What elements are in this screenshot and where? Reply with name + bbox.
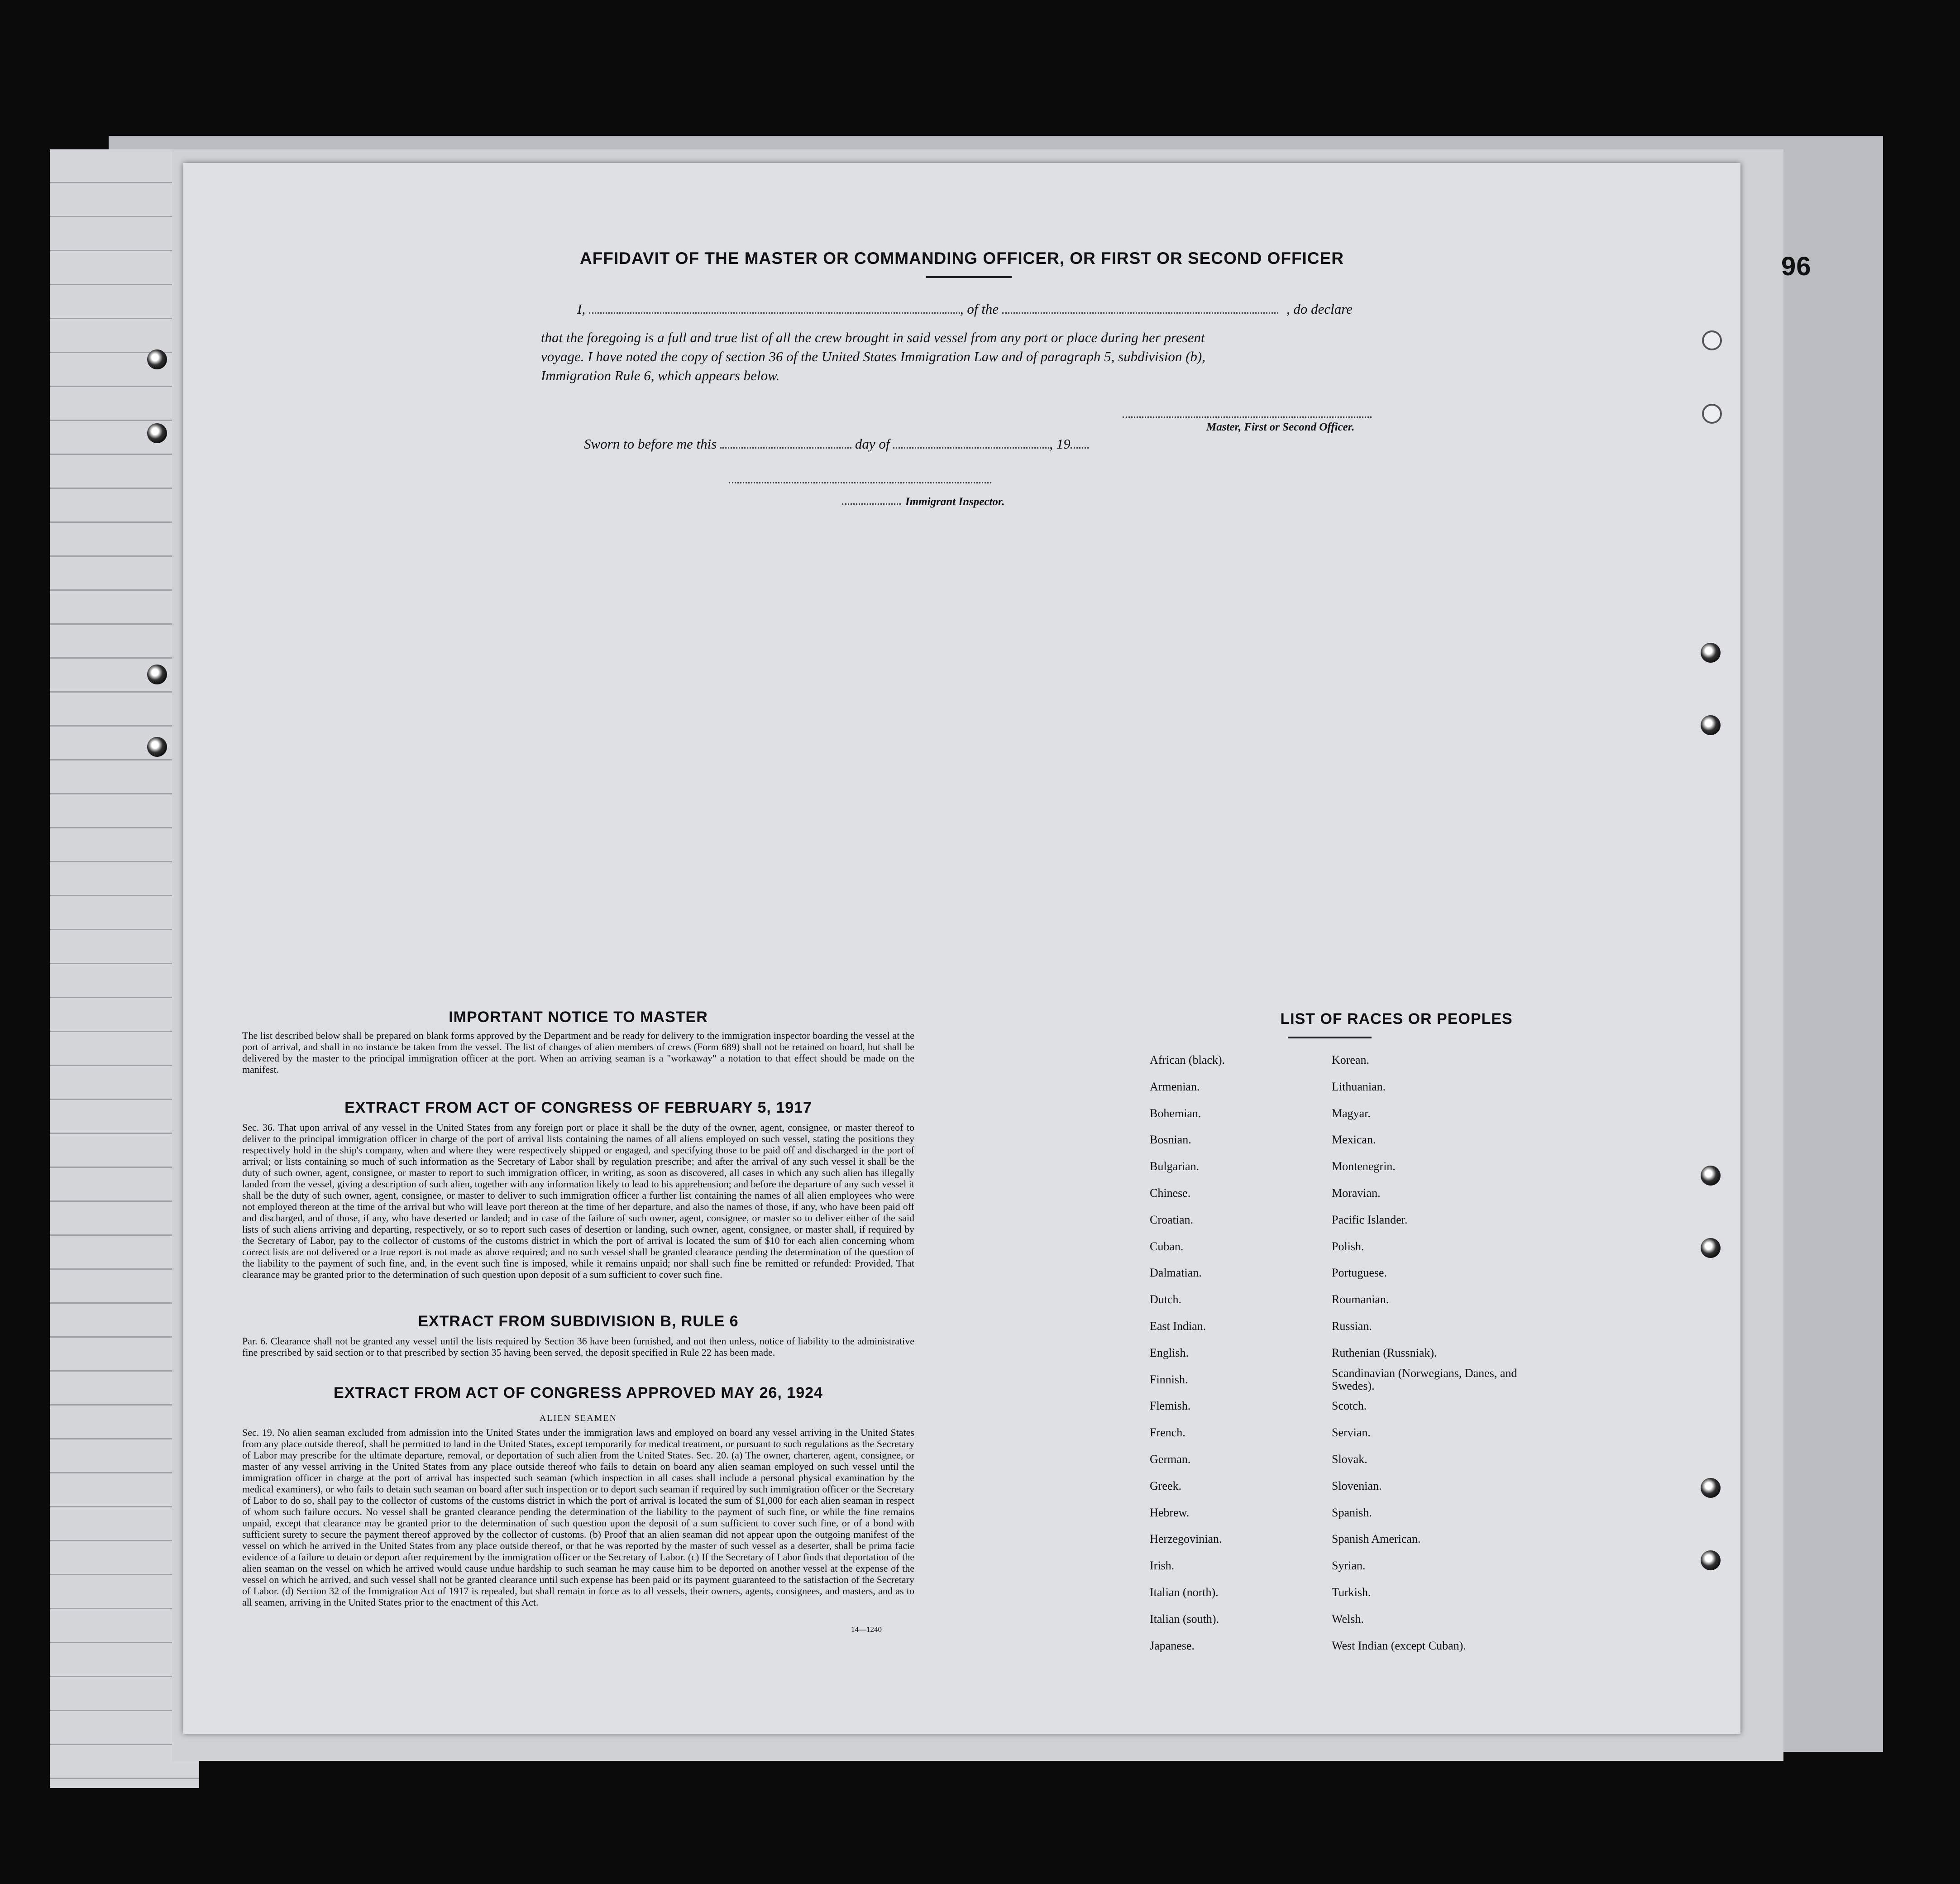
race-item: Hebrew. bbox=[1150, 1506, 1190, 1519]
race-item: Mexican. bbox=[1332, 1133, 1376, 1147]
race-item: Chinese. bbox=[1150, 1186, 1191, 1200]
race-item: East Indian. bbox=[1150, 1320, 1206, 1333]
punch-hole bbox=[147, 737, 167, 757]
punch-hole bbox=[1701, 643, 1721, 663]
race-item: Italian (north). bbox=[1150, 1586, 1219, 1599]
sworn-label: Sworn to before me this bbox=[584, 436, 717, 452]
title-rule bbox=[926, 276, 1012, 278]
race-item: Pacific Islander. bbox=[1332, 1213, 1408, 1226]
race-item: Bohemian. bbox=[1150, 1106, 1201, 1120]
race-item: Magyar. bbox=[1332, 1106, 1371, 1120]
affidavit-line-2: voyage. I have noted the copy of section 36 of the United States Immigration Law and of paragraph 5, subdivision (b), bbox=[541, 349, 1205, 364]
sworn-line bbox=[584, 436, 1089, 452]
sworn-day-field[interactable] bbox=[720, 447, 851, 449]
race-item: Russian. bbox=[1332, 1320, 1372, 1333]
race-item: Korean. bbox=[1332, 1053, 1370, 1066]
form-number: 14—1240 bbox=[851, 1625, 882, 1634]
master-signature-label: Master, First or Second Officer. bbox=[1206, 421, 1355, 433]
race-item: Servian. bbox=[1332, 1426, 1371, 1439]
races-title: LIST OF RACES OR PEOPLES bbox=[1280, 1010, 1513, 1028]
name-field[interactable] bbox=[589, 312, 960, 314]
race-item: Herzegovinian. bbox=[1150, 1532, 1222, 1546]
race-item: Japanese. bbox=[1150, 1639, 1195, 1652]
race-item: Lithuanian. bbox=[1332, 1080, 1386, 1093]
race-item: Croatian. bbox=[1150, 1213, 1194, 1226]
race-item: Portuguese. bbox=[1332, 1266, 1387, 1280]
extract-1917-title: EXTRACT FROM ACT OF CONGRESS OF FEBRUARY 5, 1917 bbox=[344, 1099, 812, 1116]
race-item: Polish. bbox=[1332, 1239, 1364, 1253]
race-item: West Indian (except Cuban). bbox=[1332, 1639, 1466, 1652]
punch-hole bbox=[1701, 715, 1721, 735]
race-item: Finnish. bbox=[1150, 1372, 1188, 1386]
race-item: Bosnian. bbox=[1150, 1133, 1191, 1147]
race-item: Turkish. bbox=[1332, 1586, 1371, 1599]
race-item: African (black). bbox=[1150, 1053, 1225, 1066]
race-item: Ruthenian (Russniak). bbox=[1332, 1346, 1437, 1359]
races-title-rule bbox=[1288, 1037, 1372, 1038]
race-item: Scotch. bbox=[1332, 1399, 1367, 1413]
day-of-label: day of bbox=[855, 436, 890, 452]
vessel-field[interactable] bbox=[1002, 312, 1278, 314]
race-item: Flemish. bbox=[1150, 1399, 1191, 1413]
inspector-dash bbox=[842, 503, 901, 505]
punch-hole bbox=[1701, 1478, 1721, 1498]
race-item: Roumanian. bbox=[1332, 1293, 1389, 1306]
sworn-month-field[interactable] bbox=[893, 447, 1049, 449]
inspector-signature-line[interactable] bbox=[729, 482, 991, 483]
punch-hole bbox=[147, 423, 167, 443]
extract-1924-body: Sec. 19. No alien seaman excluded from admission into the United States under the immigration laws and employed on board any vessel arriving in the United States from any place outside thereof, shall be permitted to land in the United States, except temporarily for medical treatment, or pursuant to such regulations as the Secretary of Labor may prescribe for the ultimate departure, removal, or deportation of such alien from the United States. Sec. 20. (a) The owner, charterer, agent, consignee, or master of any vessel arriving in the United States from any place outside thereof who fails to detain on board any alien seaman employed on such vessel until the immigration officer in charge at the port of arrival has inspected such seaman (which inspection in all cases shall include a personal physical examination by the medical examiners), or who fails to detain such seaman on board after such inspection or to deport such seaman if required by such immigration officer or the Secretary of Labor to do so, shall pay to the collector of customs of the customs district in which the port of arrival is located the sum of $1,000 for each alien seaman in respect of whom such failure occurs. No vessel shall be granted clearance pending the determination of the liability to the payment of such fine, or while the fine remains unpaid, except that clearance may be granted prior to the determination of such question upon the deposit of a sum sufficient to cover such fine, or of a bond with sufficient surety to secure the payment thereof approved by the collector of customs. (b) Proof that an alien seaman did not appear upon the outgoing manifest of the vessel on which he arrived in the United States from any place outside thereof, or that he was reported by the master of such vessel as a deserter, shall be prima facie evidence of a failure to detain or deport after requirement by the immigration officer or the Secretary of Labor. (c) If the Secretary of Labor finds that deportation of the alien seaman on the vessel on which he arrived would cause undue hardship to such seaman he may cause him to be deported on another vessel at the expense of the vessel on which he arrived, and such vessel shall not be granted clearance until such expense has been paid or its payment guaranteed to the satisfaction of the Secretary of Labor. (d) Section 32 of the Immigration Act of 1917 is repealed, but shall remain in force as to all vessels, their owners, agents, consignees, and masters, and as to all seamen, arriving in the United States prior to the enactment of this Act. bbox=[242, 1427, 914, 1608]
race-item: Bulgarian. bbox=[1150, 1160, 1200, 1173]
punch-hole bbox=[147, 665, 167, 684]
race-item: Montenegrin. bbox=[1332, 1160, 1396, 1173]
race-item: Welsh. bbox=[1332, 1612, 1364, 1626]
master-signature-line[interactable] bbox=[1123, 416, 1372, 418]
race-item: Irish. bbox=[1150, 1559, 1175, 1573]
race-item: Spanish American. bbox=[1332, 1532, 1421, 1546]
punch-hole bbox=[147, 349, 167, 369]
affidavit-line-3: Immigration Rule 6, which appears below. bbox=[541, 368, 780, 383]
year-label: , 19 bbox=[1049, 436, 1071, 452]
do-declare-label: , do declare bbox=[1286, 301, 1353, 317]
race-item: Scandinavian (Norwegians, Danes, and Swedes). bbox=[1332, 1366, 1517, 1392]
i-label: I, bbox=[577, 301, 586, 317]
extract-rule6-body: Par. 6. Clearance shall not be granted any vessel until the lists required by Section 36 have been furnished, and not then unless, notice of liability to the administrative fine prescribed by said section or to that prescribed by section 35 having been served, the deposit specified in Rule 22 has been made. bbox=[242, 1335, 914, 1358]
affidavit-title: AFFIDAVIT OF THE MASTER OR COMMANDING OFFICER, OR FIRST OR SECOND OFFICER bbox=[580, 249, 1344, 268]
punch-hole bbox=[1701, 1550, 1721, 1570]
corner-number: 96 bbox=[1781, 252, 1812, 281]
sworn-year-field[interactable] bbox=[1071, 447, 1089, 449]
punch-hole bbox=[1702, 330, 1722, 350]
race-item: Syrian. bbox=[1332, 1559, 1366, 1573]
notice-title: IMPORTANT NOTICE TO MASTER bbox=[449, 1009, 708, 1026]
race-item: English. bbox=[1150, 1346, 1189, 1359]
form-page bbox=[183, 163, 1740, 1734]
race-item: Cuban. bbox=[1150, 1239, 1184, 1253]
race-item: Slovak. bbox=[1332, 1453, 1367, 1466]
extract-rule6-title: EXTRACT FROM SUBDIVISION B, RULE 6 bbox=[418, 1313, 739, 1330]
race-item: Armenian. bbox=[1150, 1080, 1200, 1093]
race-item: Italian (south). bbox=[1150, 1612, 1219, 1626]
of-the-label: , of the bbox=[960, 301, 999, 317]
race-item: Dalmatian. bbox=[1150, 1266, 1202, 1280]
extract-1924-subtitle: ALIEN SEAMEN bbox=[539, 1413, 617, 1423]
notice-body: The list described below shall be prepared on blank forms approved by the Department and be ready for delivery to the immigration inspector boarding the vessel at the port of arrival, and shall in no instance be taken from the vessel. The list of changes of alien members of crews (Form 689) shall not be retained on board, but shall be delivered by the master to the principal immigration officer at the port. When an arriving seaman is a "workaway" a notation to that effect should be made on the manifest. bbox=[242, 1030, 914, 1075]
race-item: Dutch. bbox=[1150, 1293, 1182, 1306]
affidavit-line-1: that the foregoing is a full and true list of all the crew brought in said vessel from any port or place during her present bbox=[541, 330, 1205, 345]
extract-1917-body: Sec. 36. That upon arrival of any vessel in the United States from any foreign port or place it shall be the duty of the owner, agent, consignee, or master thereof to deliver to the principal immigration officer in charge of the port of arrival lists containing the names of all aliens employed on such vessel, stating the positions they respectively hold in the ship's company, when and where they were respectively shipped or engaged, and specifying those to be paid off and discharged in the port of arrival; or lists containing so much of such information as the Secretary of Labor shall by regulation prescribe; and after the arrival of any such vessel it shall be the duty of such owner, agent, consignee, or master to report to such immigration officer, in writing, as soon as discovered, all cases in which any such alien has illegally landed from the vessel, giving a description of such alien, together with any information likely to lead to his apprehension; and before the departure of any such vessel it shall be the duty of such owner, agent, consignee, or master to deliver to such immigration officer a further list containing the names of all alien employees who were not employed thereon at the time of the arrival but who will leave port thereon at the time of her departure, and also the names of those, if any, who have been paid off and discharged, and of those, if any, who have deserted or landed; and in case of the failure of such owner, agent, consignee, or master so to deliver either of the said lists of such aliens arriving and departing, respectively, or so to report such cases of desertion or landing, such owner, agent, consignee, or master shall, if required by the Secretary of Labor, pay to the collector of customs of the customs district in which the port of arrival is located the sum of $10 for each alien concerning whom correct lists are not delivered or a true report is not made as above required; and no such vessel shall be granted clearance pending the determination of the question of the liability to the payment of such fine, and, in the event such fine is imposed, while it remains unpaid; nor shall such fine be remitted or refunded: Provided, That clearance may be granted prior to the determination of such question upon deposit of a sum sufficient to cover such fine. bbox=[242, 1122, 914, 1280]
race-item: German. bbox=[1150, 1453, 1191, 1466]
punch-hole bbox=[1701, 1238, 1721, 1258]
punch-hole bbox=[1702, 404, 1722, 424]
affidavit-declaration-line bbox=[577, 301, 1596, 317]
punch-hole bbox=[1701, 1166, 1721, 1186]
race-item: Slovenian. bbox=[1332, 1479, 1382, 1492]
extract-1924-title: EXTRACT FROM ACT OF CONGRESS APPROVED MAY 26, 1924 bbox=[334, 1384, 823, 1401]
race-item: Spanish. bbox=[1332, 1506, 1372, 1519]
race-item: Greek. bbox=[1150, 1479, 1182, 1492]
race-item: French. bbox=[1150, 1426, 1186, 1439]
inspector-label: Immigrant Inspector. bbox=[905, 496, 1005, 508]
race-item: Moravian. bbox=[1332, 1186, 1381, 1200]
